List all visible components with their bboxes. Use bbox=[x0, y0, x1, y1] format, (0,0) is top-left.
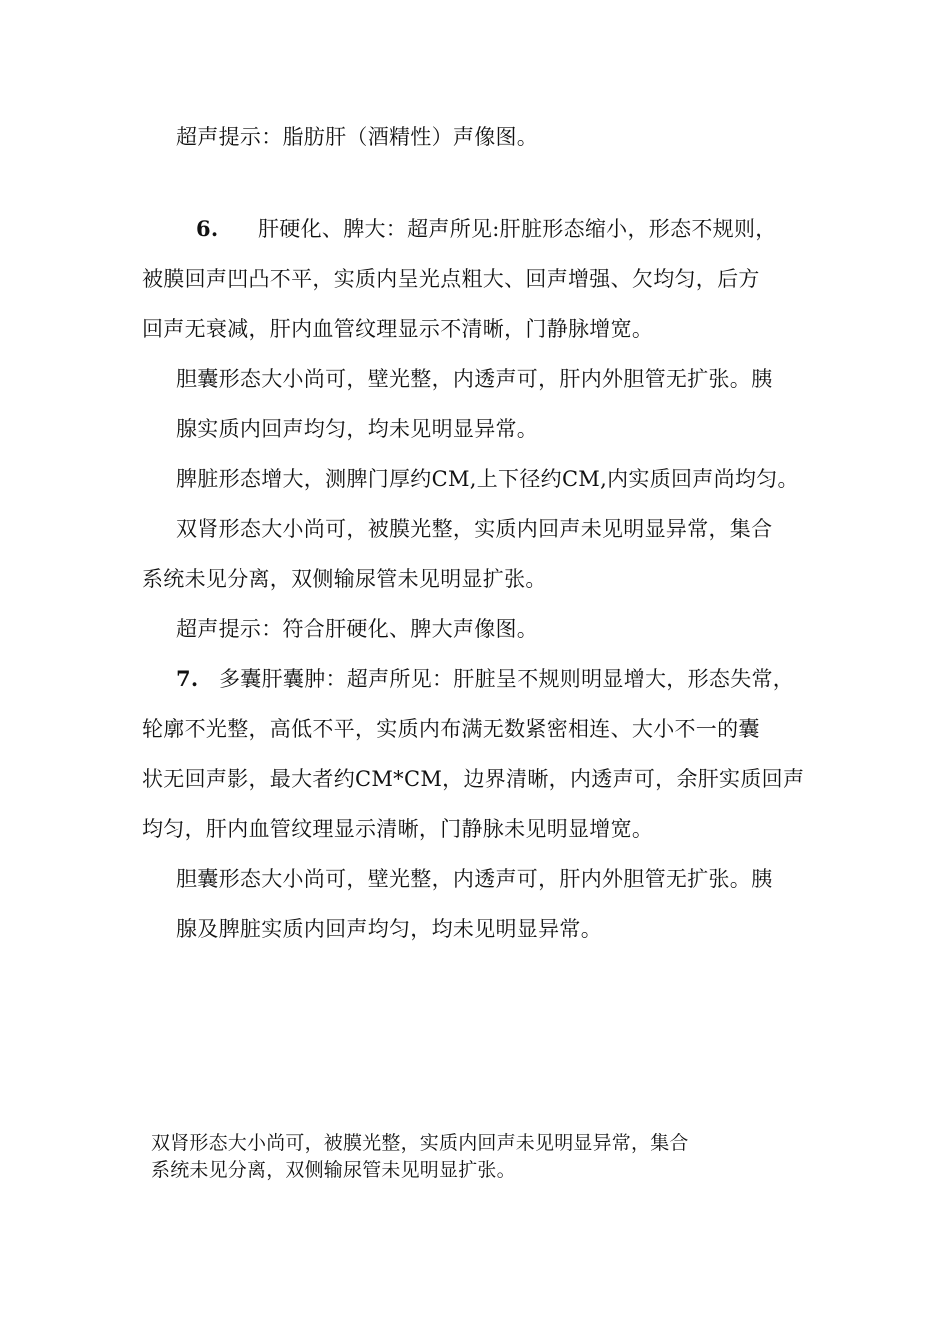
text-line: 肝硬化、脾大：超声所见:肝脏形态缩小，形态不规则， bbox=[258, 217, 777, 241]
text-line: 脾脏形态增大，测脾门厚约CM,上下径约CM,内实质回声尚均匀。 bbox=[176, 467, 799, 491]
text-line: 多囊肝囊肿：超声所见：肝脏呈不规则明显增大，形态失常， bbox=[219, 667, 795, 691]
text-line: 胆囊形态大小尚可，壁光整，内透声可，肝内外胆管无扩张。胰 bbox=[176, 867, 773, 891]
text-line: 轮廓不光整，高低不平，实质内布满无数紧密相连、大小不一的囊 bbox=[142, 717, 760, 741]
text-line: 腺实质内回声均匀，均未见明显异常。 bbox=[176, 417, 539, 441]
text-line: 超声提示：符合肝硬化、脾大声像图。 bbox=[176, 617, 539, 641]
text-line: 状无回声影，最大者约CM*CM，边界清晰，内透声可，余肝实质回声 bbox=[142, 767, 805, 791]
text-line: 均匀，肝内血管纹理显示清晰，门静脉未见明显增宽。 bbox=[142, 817, 654, 841]
item-number: 6. bbox=[196, 216, 219, 241]
text-line: 双肾形态大小尚可，被膜光整，实质内回声未见明显异常，集合 bbox=[151, 1132, 689, 1154]
text-line: 腺及脾脏实质内回声均匀，均未见明显异常。 bbox=[176, 917, 602, 941]
text-line: 回声无衰减，肝内血管纹理显示不清晰，门静脉增宽。 bbox=[142, 317, 654, 341]
text-line: 超声提示：脂肪肝（酒精性）声像图。 bbox=[176, 125, 539, 149]
item-number: 7. bbox=[176, 666, 199, 691]
text-line: 系统未见分离，双侧输尿管未见明显扩张。 bbox=[142, 567, 547, 591]
text-line: 被膜回声凹凸不平，实质内呈光点粗大、回声增强、欠均匀，后方 bbox=[142, 267, 760, 291]
text-line: 系统未见分离，双侧输尿管未见明显扩张。 bbox=[151, 1159, 516, 1181]
text-line: 胆囊形态大小尚可，壁光整，内透声可，肝内外胆管无扩张。胰 bbox=[176, 367, 773, 391]
text-line: 双肾形态大小尚可，被膜光整，实质内回声未见明显异常，集合 bbox=[176, 517, 773, 541]
